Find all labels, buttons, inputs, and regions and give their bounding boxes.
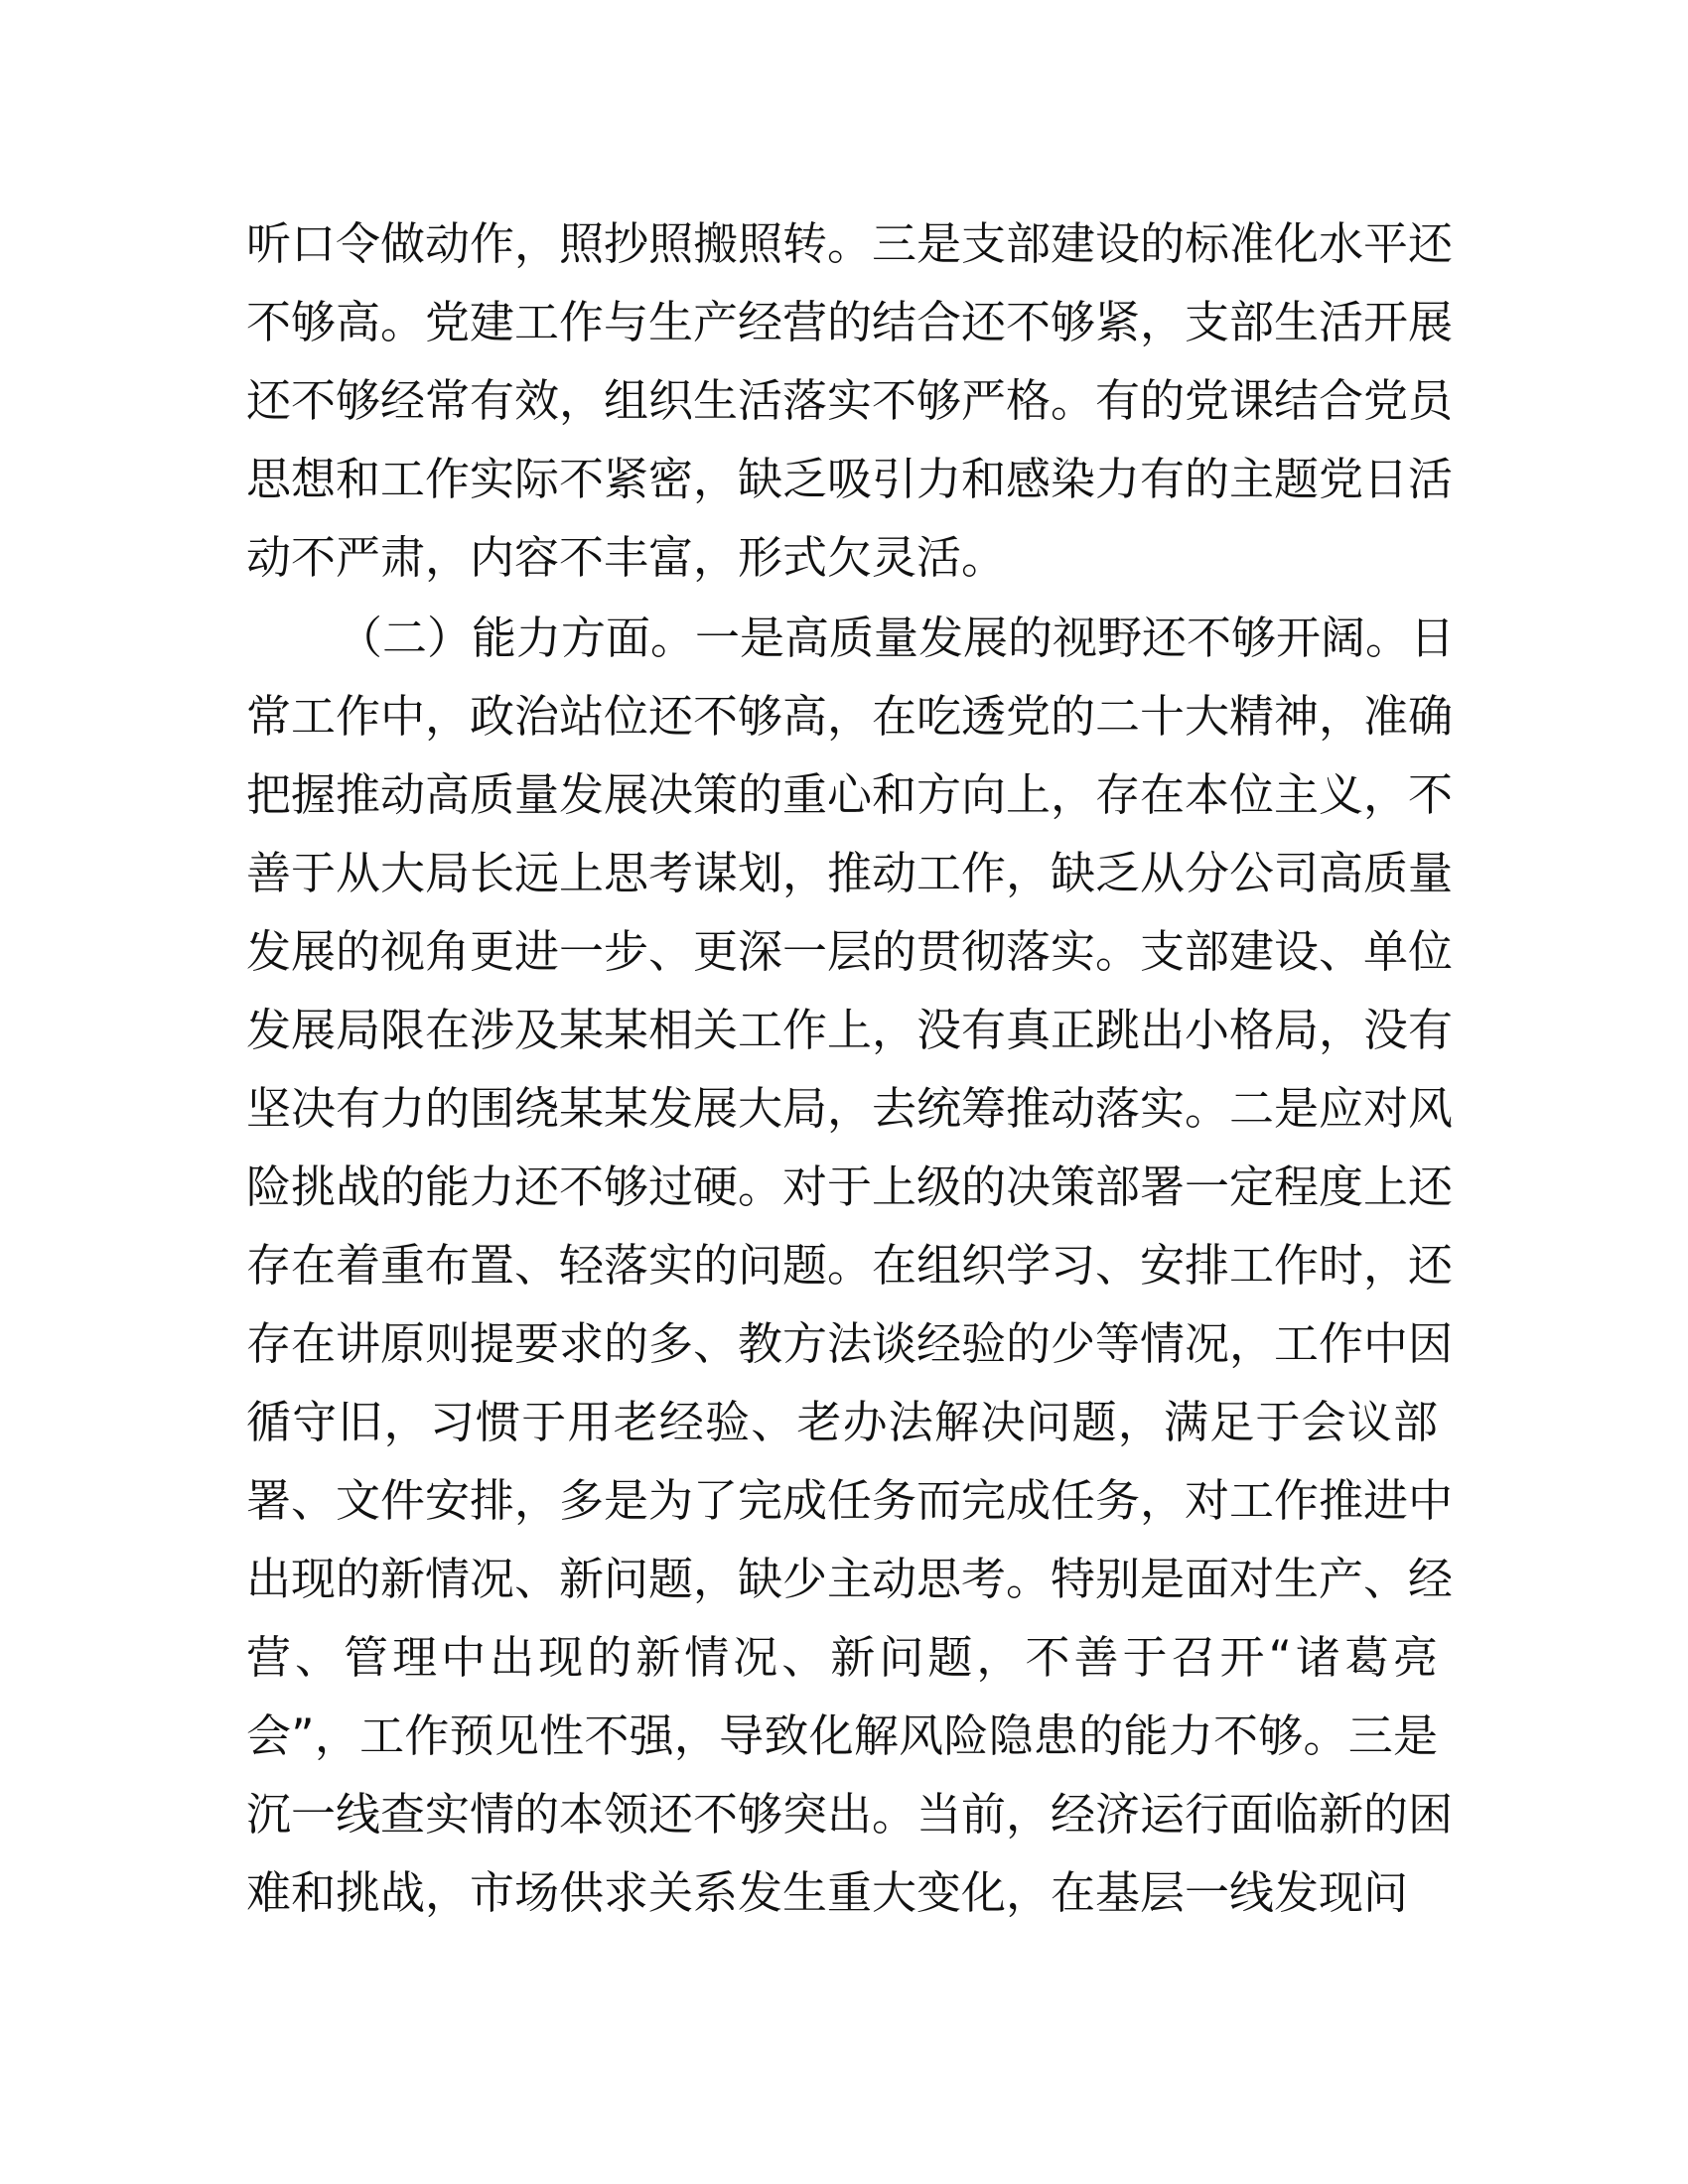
paragraph-1 (246, 205, 1454, 597)
text-line: 沉一线查实情的本领还不够突出。当前，经济运行面临新的困 (246, 1788, 1454, 1841)
text-line: 把握推动高质量发展决策的重心和方向上，存在本位主义，不 (246, 768, 1454, 821)
text-line: 思想和工作实际不紧密，缺乏吸引力和感染力有的主题党日活 (246, 453, 1454, 505)
text-line: 发展局限在涉及某某相关工作上，没有真正跳出小格局，没有 (246, 1004, 1454, 1056)
text-line: 坚决有力的围绕某某发展大局，去统筹推动落实。二是应对风 (246, 1082, 1454, 1135)
document-body (246, 205, 1456, 1932)
text-line: （二）能力方面。一是高质量发展的视野还不够开阔。日 (338, 612, 1456, 664)
text-line: 存在着重布置、轻落实的问题。在组织学习、安排工作时，还 (246, 1239, 1454, 1292)
text-line: 会”，工作预见性不强，导致化解风险隐患的能力不够。三是 (246, 1709, 1438, 1762)
text-line: 听口令做动作，照抄照搬照转。三是支部建设的标准化水平还 (246, 217, 1454, 270)
text-line: 发展的视角更进一步、更深一层的贯彻落实。支部建设、单位 (246, 925, 1454, 978)
text-line: 出现的新情况、新问题，缺少主动思考。特别是面对生产、经 (246, 1553, 1454, 1605)
text-line: 险挑战的能力还不够过硬。对于上级的决策部署一定程度上还 (246, 1160, 1454, 1213)
text-line: 营、管理中出现的新情况、新问题，不善于召开“诸葛亮 (246, 1631, 1438, 1684)
text-line: 常工作中，政治站位还不够高，在吃透党的二十大精神，准确 (246, 690, 1454, 743)
text-line: 署、文件安排，多是为了完成任务而完成任务，对工作推进中 (246, 1474, 1454, 1527)
text-line: 存在讲原则提要求的多、教方法谈经验的少等情况，工作中因 (246, 1317, 1454, 1370)
text-line: 动不严肃，内容不丰富，形式欠灵活。 (246, 531, 1007, 584)
text-line: 善于从大局长远上思考谋划，推动工作，缺乏从分公司高质量 (246, 847, 1454, 899)
text-line: 不够高。党建工作与生产经营的结合还不够紧，支部生活开展 (246, 296, 1454, 348)
text-line: 难和挑战，市场供求关系发生重大变化，在基层一线发现问 (246, 1866, 1409, 1919)
paragraph-2 (246, 599, 1456, 1932)
text-line: 循守旧，习惯于用老经验、老办法解决问题，满足于会议部 (246, 1396, 1438, 1448)
text-line: 还不够经常有效，组织生活落实不够严格。有的党课结合党员 (246, 374, 1454, 427)
